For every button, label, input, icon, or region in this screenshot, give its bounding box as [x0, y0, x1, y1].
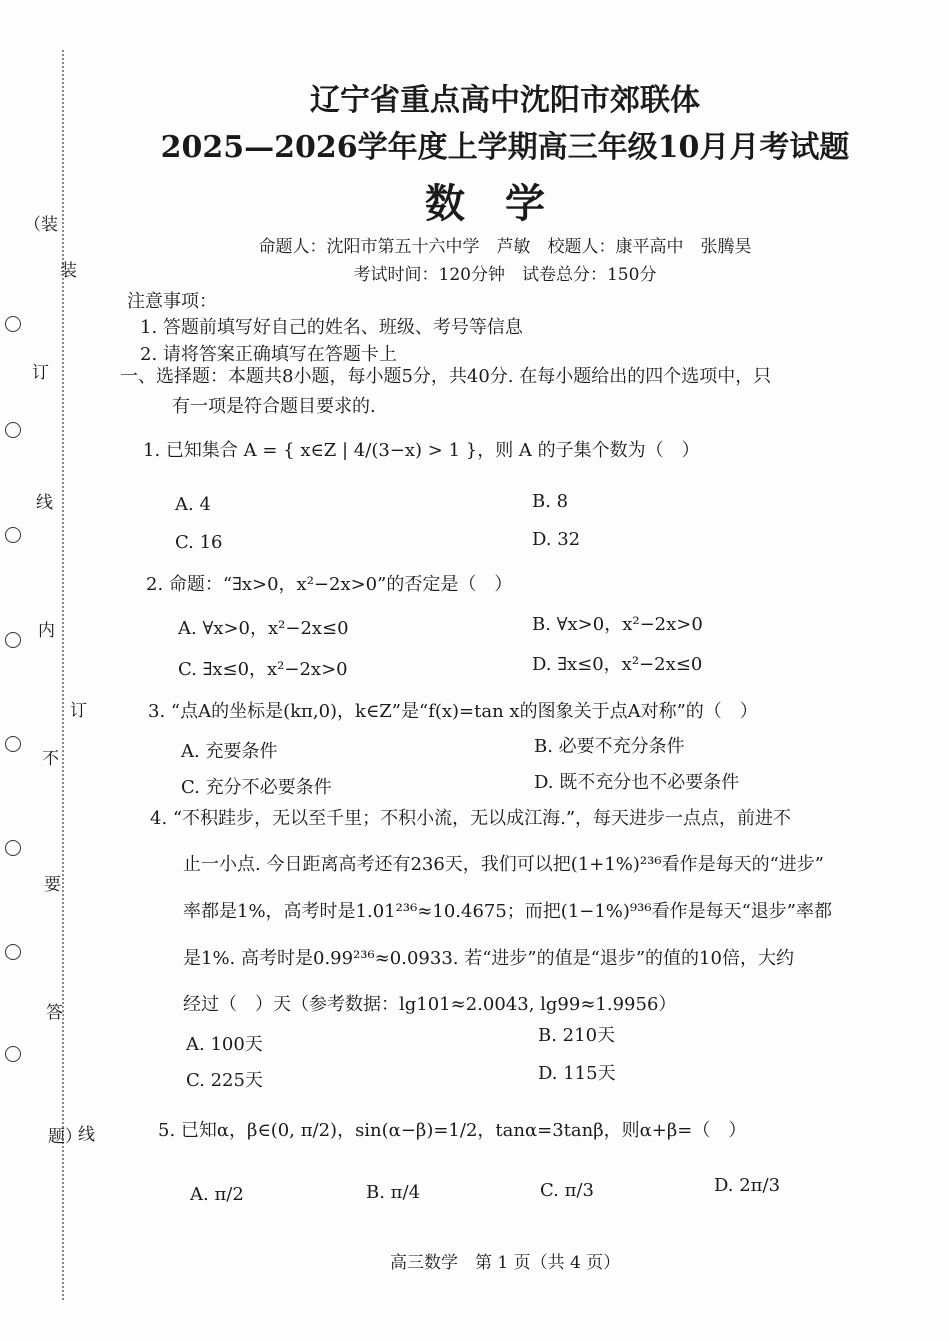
question-4: 4. “不积跬步，无以至千里；不积小流，无以成江海.”，每天进步一点点，前进不	[150, 808, 792, 829]
question-4: 是1%. 高考时是0.99²³⁶≈0.0933. 若“进步”的值是“退步”的值的10倍，大约	[183, 948, 794, 969]
binding-hole	[5, 632, 21, 648]
question-4: 经过（ ）天（参考数据：lg101≈2.0043, lg99≈1.9956）	[183, 994, 677, 1015]
option: A. 充要条件	[181, 741, 278, 762]
question-4: 率都是1%，高考时是1.01²³⁶≈10.4675；而把(1−1%)⁹³⁶看作是每天“退步”率都	[183, 901, 832, 922]
option: C. 16	[175, 532, 223, 553]
margin-text: 订	[32, 363, 49, 383]
margin-text: 内	[38, 621, 55, 641]
binding-hole	[5, 527, 21, 543]
option: A. 100天	[186, 1034, 263, 1055]
margin-text: 题）	[48, 1127, 82, 1147]
option: A. 4	[175, 494, 211, 515]
option: C. 225天	[186, 1070, 263, 1091]
section-heading: 一、选择题：本题共8小题，每小题5分，共40分. 在每小题给出的四个选项中，只	[120, 366, 772, 387]
authors: 命题人：沈阳市第五十六中学 芦敏 校题人：康平高中 张腾昊	[258, 237, 752, 257]
option: D. 32	[532, 529, 581, 550]
option: D. 既不充分也不必要条件	[534, 772, 740, 793]
margin-text: （装	[24, 215, 58, 235]
margin-text: 线	[36, 493, 53, 513]
exam-subtitle: 2025—2026学年度上学期高三年级10月月考试题	[160, 130, 850, 165]
option: D. 115天	[538, 1063, 616, 1084]
margin-text: 不	[42, 749, 59, 769]
section-heading: 有一项是符合题目要求的.	[172, 396, 376, 417]
option: B. π/4	[366, 1182, 421, 1203]
option: C. π/3	[540, 1180, 594, 1201]
note-item: 2. 请将答案正确填写在答题卡上	[140, 344, 397, 365]
question-5: 5. 已知α，β∈(0, π/2)，sin(α−β)=1/2，tanα=3tanβ，则α+β=（ ）	[158, 1120, 747, 1141]
binding-hole	[5, 736, 21, 752]
option: C. ∃x≤0，x²−2x>0	[178, 659, 348, 680]
option: A. ∀x>0，x²−2x≤0	[178, 618, 349, 639]
exam-info: 考试时间：120分钟 试卷总分：150分	[353, 265, 657, 285]
margin-text: 线	[78, 1125, 95, 1145]
question-3: 3. “点A的坐标是(kπ,0)，k∈Z”是“f(x)=tan x的图象关于点A对称”的（ ）	[148, 701, 758, 722]
page-footer: 高三数学 第 1 页（共 4 页）	[390, 1253, 621, 1273]
binding-hole	[5, 840, 21, 856]
margin-text: 要	[44, 875, 61, 895]
margin-text: 订	[70, 701, 87, 721]
question-1: 1. 已知集合 A = { x∈Z | 4/(3−x) > 1 }，则 A 的子集个数为（ ）	[143, 440, 700, 461]
question-4: 止一小点. 今日距离高考还有236天，我们可以把(1+1%)²³⁶看作是每天的“进步”	[183, 854, 824, 875]
option: B. 210天	[538, 1025, 616, 1046]
binding-hole	[5, 422, 21, 438]
subject-title: 数学	[425, 180, 585, 227]
option: D. ∃x≤0，x²−2x≤0	[532, 654, 703, 675]
option: D. 2π/3	[714, 1175, 781, 1196]
binding-hole	[5, 1046, 21, 1062]
question-2: 2. 命题：“∃x>0，x²−2x>0”的否定是（ ）	[146, 574, 513, 595]
notes-heading: 注意事项：	[127, 291, 217, 312]
option: C. 充分不必要条件	[181, 777, 332, 798]
margin-text: 答	[46, 1003, 63, 1023]
option: B. 8	[532, 491, 569, 512]
option: B. ∀x>0，x²−2x>0	[532, 614, 703, 635]
note-item: 1. 答题前填写好自己的姓名、班级、考号等信息	[140, 317, 523, 338]
binding-hole	[5, 944, 21, 960]
binding-hole	[5, 316, 21, 332]
option: A. π/2	[190, 1184, 244, 1205]
exam-title: 辽宁省重点高中沈阳市郊联体	[310, 83, 700, 118]
margin-text: 装	[60, 261, 77, 281]
option: B. 必要不充分条件	[534, 736, 685, 757]
